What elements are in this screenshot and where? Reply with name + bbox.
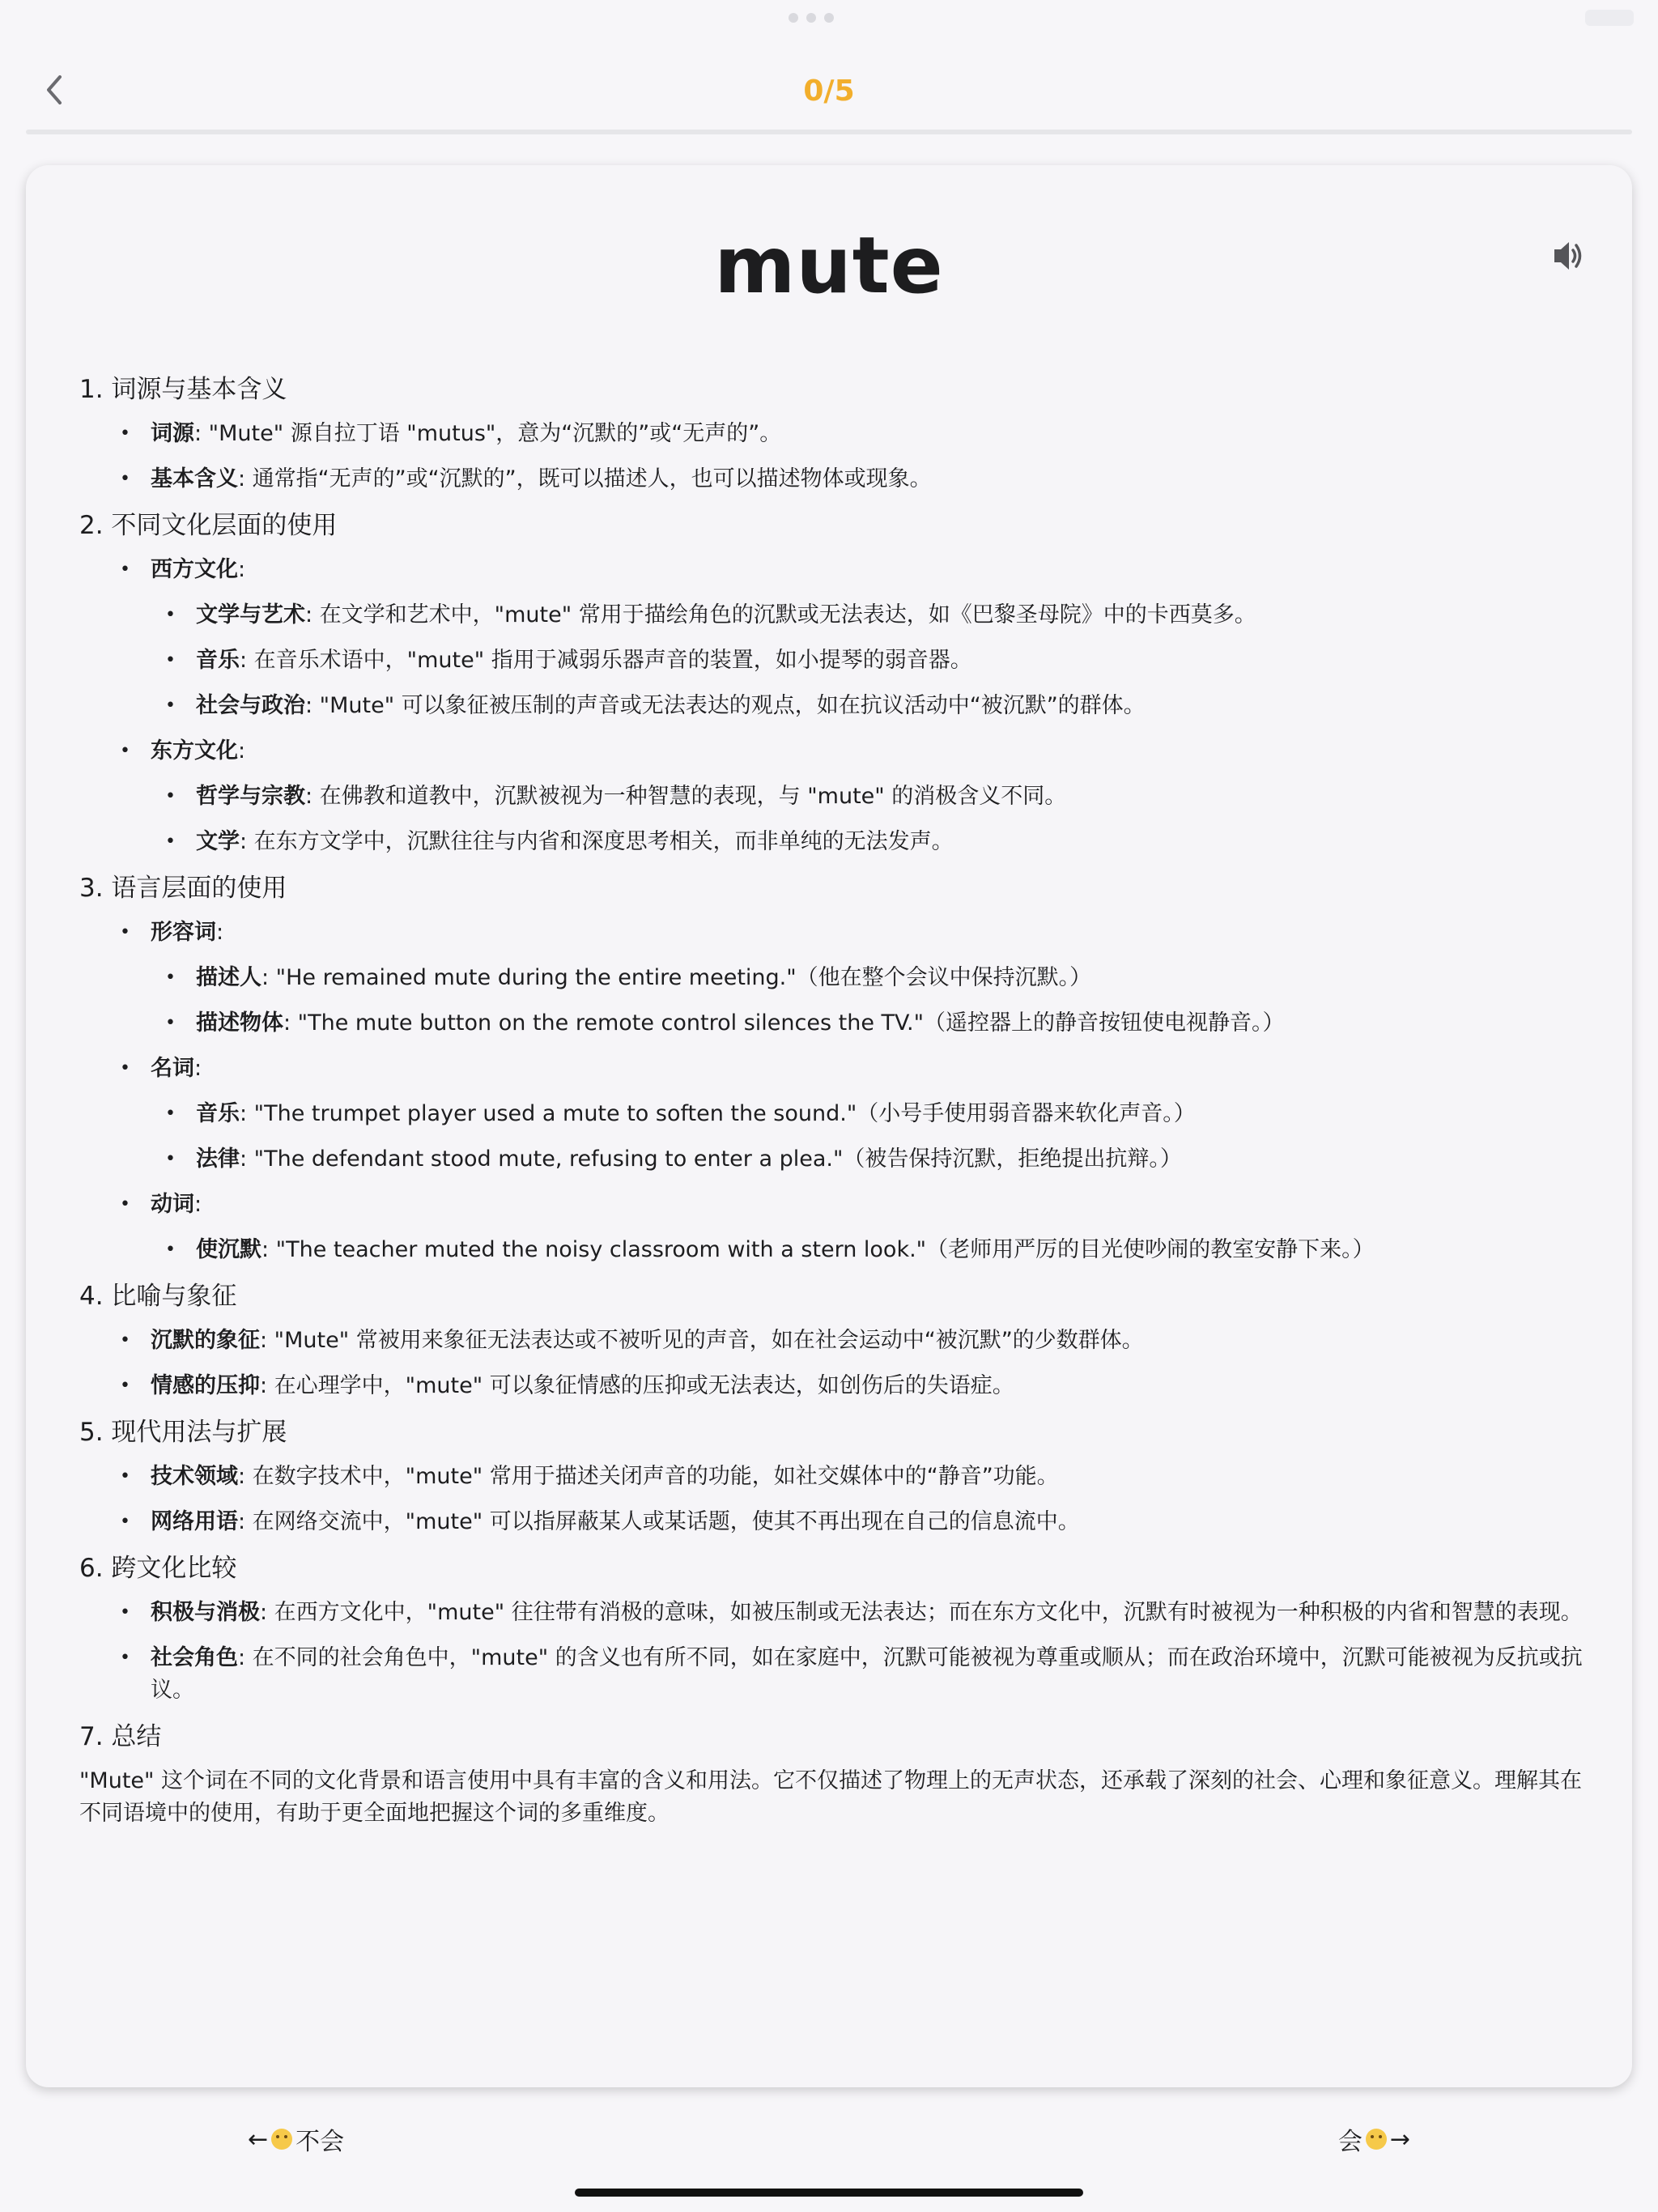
list-item: • 哲学与宗教: 在佛教和道教中，沉默被视为一种智慧的表现，与 "mute" 的消极含义不同。 bbox=[79, 781, 1593, 813]
list-item: • 音乐: "The trumpet player used a mute to soften the sound."（小号手使用弱音器来软化声音。） bbox=[79, 1098, 1593, 1130]
speaker-button[interactable] bbox=[1543, 232, 1592, 280]
word-title: mute bbox=[714, 220, 944, 311]
section-title: 3. 语言层面的使用 bbox=[79, 874, 287, 903]
section-modern-usage bbox=[79, 1415, 1593, 1538]
list-item: • 网络用语: 在网络交流中，"mute" 可以指屏蔽某人或某话题，使其不再出现在自己的信息流中。 bbox=[79, 1506, 1593, 1538]
list-item: • 音乐: 在音乐术语中，"mute" 指用于减弱乐器声音的装置，如小提琴的弱音器。 bbox=[79, 644, 1593, 677]
list-item: • 东方文化: bbox=[79, 735, 1593, 768]
list-item: • 使沉默: "The teacher muted the noisy classroom with a stern look."（老师用严厉的目光使吵闹的教室安静下来。） bbox=[79, 1234, 1593, 1266]
section-language bbox=[79, 871, 1593, 1266]
list-item: • 积极与消极: 在西方文化中，"mute" 往往带有消极的意味，如被压制或无法表达；而在东方文化中，沉默有时被视为一种积极的内省和智慧的表现。 bbox=[79, 1597, 1593, 1629]
dont-know-label: 不会 bbox=[295, 2128, 345, 2156]
summary-paragraph: "Mute" 这个词在不同的文化背景和语言使用中具有丰富的含义和用法。它不仅描述了物理上的无声状态，还承载了深刻的社会、心理和象征意义。理解其在不同语境中的使用，有助于更全面地把握这个词的多重维度。 bbox=[79, 1768, 1583, 1826]
home-indicator[interactable] bbox=[575, 2189, 1083, 2197]
list-item: • 技术领域: 在数字技术中，"mute" 常用于描述关闭声音的功能，如社交媒体中的“静音”功能。 bbox=[79, 1461, 1593, 1493]
section-cross-culture bbox=[79, 1551, 1593, 1707]
list-item: • 描述人: "He remained mute during the entire meeting."（他在整个会议中保持沉默。） bbox=[79, 962, 1593, 994]
list-item: • 形容词: bbox=[79, 917, 1593, 949]
section-title: 2. 不同文化层面的使用 bbox=[79, 511, 338, 540]
dont-know-button[interactable] bbox=[248, 2121, 344, 2157]
arrow-left-icon: ← bbox=[248, 2125, 269, 2154]
section-title: 1. 词源与基本含义 bbox=[79, 375, 287, 404]
battery-icon bbox=[1585, 10, 1634, 26]
know-button[interactable] bbox=[1338, 2121, 1410, 2157]
section-title: 5. 现代用法与扩展 bbox=[79, 1418, 287, 1447]
section-title: 4. 比喻与象征 bbox=[79, 1282, 237, 1311]
speaker-icon bbox=[1543, 232, 1592, 280]
list-item: • 词源: "Mute" 源自拉丁语 "mutus"，意为“沉默的”或“无声的”。 bbox=[79, 418, 1593, 450]
list-item: • 西方文化: bbox=[79, 554, 1593, 586]
list-item: • 沉默的象征: "Mute" 常被用来象征无法表达或不被听见的声音，如在社会运动中“被沉默”的少数群体。 bbox=[79, 1325, 1593, 1357]
section-summary bbox=[79, 1720, 1593, 1830]
list-item: • 社会角色: 在不同的社会角色中，"mute" 的含义也有所不同，如在家庭中，沉默可能被视为尊重或顺从；而在政治环境中，沉默可能被视为反抗或抗议。 bbox=[79, 1642, 1593, 1707]
section-symbolism bbox=[79, 1279, 1593, 1402]
header bbox=[26, 57, 1632, 134]
list-item: • 文学: 在东方文学中，沉默往往与内省和深度思考相关，而非单纯的无法发声。 bbox=[79, 826, 1593, 858]
section-culture bbox=[79, 508, 1593, 858]
arrow-right-icon: → bbox=[1389, 2125, 1410, 2154]
status-bar bbox=[0, 0, 1658, 39]
section-title: 6. 跨文化比较 bbox=[79, 1554, 237, 1583]
list-item: • 社会与政治: "Mute" 可以象征被压制的声音或无法表达的观点，如在抗议活动中“被沉默”的群体。 bbox=[79, 690, 1593, 722]
list-item: • 描述物体: "The mute button on the remote control silences the TV."（遥控器上的静音按钮使电视静音。） bbox=[79, 1007, 1593, 1040]
know-label: 会 bbox=[1337, 2128, 1363, 2156]
list-item: • 动词: bbox=[79, 1189, 1593, 1221]
multitask-dots[interactable] bbox=[789, 13, 834, 23]
section-etymology bbox=[79, 372, 1593, 496]
list-item: • 名词: bbox=[79, 1053, 1593, 1085]
header-divider bbox=[26, 130, 1632, 134]
smiling-face-icon bbox=[1366, 2129, 1387, 2150]
progress-counter: 0/5 bbox=[803, 74, 855, 108]
worried-face-icon bbox=[271, 2129, 292, 2150]
word-card bbox=[26, 165, 1632, 2087]
definition-content bbox=[79, 372, 1593, 1841]
list-item: • 文学与艺术: 在文学和艺术中，"mute" 常用于描绘角色的沉默或无法表达，如《巴黎圣母院》中的卡西莫多。 bbox=[79, 599, 1593, 632]
section-title: 7. 总结 bbox=[79, 1722, 162, 1751]
list-item: • 法律: "The defendant stood mute, refusing to enter a plea."（被告保持沉默，拒绝提出抗辩。） bbox=[79, 1143, 1593, 1176]
list-item: • 情感的压抑: 在心理学中，"mute" 可以象征情感的压抑或无法表达，如创伤后的失语症。 bbox=[79, 1370, 1593, 1402]
list-item: • 基本含义: 通常指“无声的”或“沉默的”，既可以描述人，也可以描述物体或现象。 bbox=[79, 463, 1593, 496]
